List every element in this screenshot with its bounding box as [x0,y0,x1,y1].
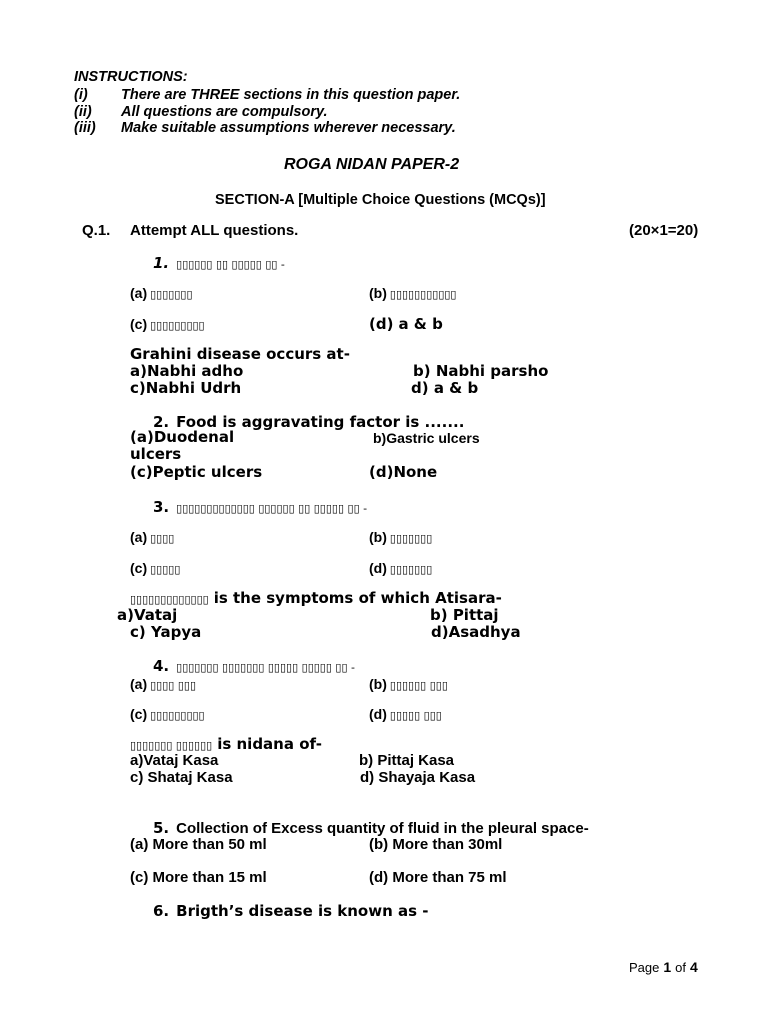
option-label: (c) [130,706,148,722]
mcq-stem-text: Brigth’s disease is known as - [176,902,429,920]
instruction-number: (iii) [74,120,96,136]
mcq-option: (c)Peptic ulcers [130,463,263,481]
mcq-option [369,705,442,723]
mcq-english-option: d) Shayaja Kasa [360,769,476,786]
option-text: ▯▯▯▯▯▯▯▯▯ [150,709,205,722]
mcq-english-option: c) Yapya [130,623,202,641]
instruction-item [74,86,460,104]
mcq-option: (d) More than 75 ml [369,869,507,886]
page-of-label: of [675,960,687,975]
mcq-option [130,315,205,333]
option-text: ▯▯▯▯▯ [150,563,181,576]
instruction-item [74,119,456,137]
option-text: ▯▯▯▯▯ ▯▯▯ [389,709,442,722]
page-current: 1 [663,959,672,975]
mcq-english-option: a)Nabhi adho [130,362,244,380]
option-text: ▯▯▯▯▯▯▯ [389,563,433,576]
option-text: ▯▯▯▯ ▯▯▯ [150,679,196,692]
mcq-stem-text: Food is aggravating factor is ....... [176,413,465,431]
mcq-stem-text: ▯▯▯▯▯▯▯▯▯▯▯▯▯ ▯▯▯▯▯▯ ▯▯ ▯▯▯▯▯ ▯▯ - [176,502,368,515]
question-header [82,222,298,240]
mcq-option: (b) More than 30ml [369,836,503,853]
mcq-option [130,559,180,577]
instruction-text: All questions are compulsory. [121,104,328,120]
mcq-english-stem [130,735,322,753]
mcq-option: (d)None [369,463,438,481]
mcq-english-option: c) Shataj Kasa [130,769,233,786]
mcq-english-term: ▯▯▯▯▯▯▯▯▯▯▯▯▯ [130,593,209,606]
mcq-english-stem-text: is the symptoms of which Atisara- [213,589,502,607]
mcq-english-option: b) Nabhi parsho [413,362,549,380]
mcq-option [130,705,205,723]
instructions-heading: INSTRUCTIONS: [74,69,188,85]
mcq-english-option: c)Nabhi Udrh [130,379,242,397]
option-text: ▯▯▯▯▯▯ ▯▯▯ [389,679,448,692]
mcq-stem [153,498,367,516]
page-total: 4 [690,959,698,975]
mcq-stem [153,902,428,920]
mcq-option [369,315,443,333]
page-footer [629,958,698,976]
mcq-option [130,528,174,546]
option-label: (a) [130,676,148,692]
mcq-option [130,675,196,693]
mcq-number: 4. [153,657,170,675]
mcq-number: 5. [153,819,170,837]
mcq-english-stem: Grahini disease occurs at- [130,345,350,363]
option-label: (b) [369,285,387,301]
option-label: (b) [369,529,387,545]
mcq-option [369,675,448,693]
page-label: Page [629,960,660,975]
mcq-english-option: b) Pittaj [430,606,499,624]
mcq-number: 6. [153,902,170,920]
mcq-stem-text: ▯▯▯▯▯▯ ▯▯ ▯▯▯▯▯ ▯▯ - [176,258,285,271]
option-text: ▯▯▯▯▯▯▯ [389,532,433,545]
question-number: Q.1. [82,222,111,239]
instruction-text: Make suitable assumptions wherever necessary. [121,120,456,136]
mcq-english-option: a)Vataj Kasa [130,752,219,769]
mcq-english-stem-text: is nidana of- [217,735,322,753]
option-label: (c) [130,560,148,576]
mcq-option: (a)Duodenal ulcers [130,428,235,463]
mcq-option [369,559,432,577]
mcq-stem-text: ▯▯▯▯▯▯▯ ▯▯▯▯▯▯▯ ▯▯▯▯▯ ▯▯▯▯▯ ▯▯ - [176,661,355,674]
mcq-stem [153,657,355,675]
mcq-stem [153,819,589,837]
option-label: (a) [130,529,148,545]
option-text: ▯▯▯▯▯▯▯ [150,288,193,301]
option-label: (b) [369,676,387,692]
option-label: (c) [130,316,148,332]
instruction-text: There are THREE sections in this question paper. [121,87,461,103]
mcq-number: 2. [153,413,170,431]
mcq-english-stem [130,589,502,607]
instruction-number: (i) [74,87,88,103]
option-text: ▯▯▯▯▯▯▯▯▯ [150,319,205,332]
question-instruction: Attempt ALL questions. [130,222,299,239]
option-label: (d) [369,315,394,333]
mcq-english-option: a)Vataj [117,606,178,624]
mcq-stem-text: Collection of Excess quantity of fluid in the pleural space- [176,820,589,837]
mcq-option: (c) More than 15 ml [130,869,267,886]
question-marks: (20×1=20) [629,222,699,239]
section-title: SECTION-A [Multiple Choice Questions (MCQs)] [215,192,546,208]
option-label: (a) [130,285,148,301]
mcq-option [369,284,456,302]
option-text: a & b [398,315,443,333]
option-label: (d) [369,706,387,722]
mcq-english-option: d)Asadhya [431,623,521,641]
mcq-option [369,528,432,546]
option-text: ▯▯▯▯▯▯▯▯▯▯▯ [389,288,457,301]
mcq-option: b)Gastric ulcers [373,430,480,446]
mcq-english-term: ▯▯▯▯▯▯▯ ▯▯▯▯▯▯ [130,739,213,752]
mcq-stem [153,254,285,272]
mcq-option [130,284,193,302]
mcq-number: 3. [153,498,170,516]
instruction-number: (ii) [74,104,92,120]
mcq-option: (a) More than 50 ml [130,836,267,853]
option-text: ▯▯▯▯ [150,532,175,545]
mcq-number: 1. [153,254,170,272]
mcq-english-option: b) Pittaj Kasa [359,752,455,769]
mcq-english-option: d) a & b [411,379,479,397]
option-label: (d) [369,560,387,576]
paper-title: ROGA NIDAN PAPER-2 [284,156,460,173]
